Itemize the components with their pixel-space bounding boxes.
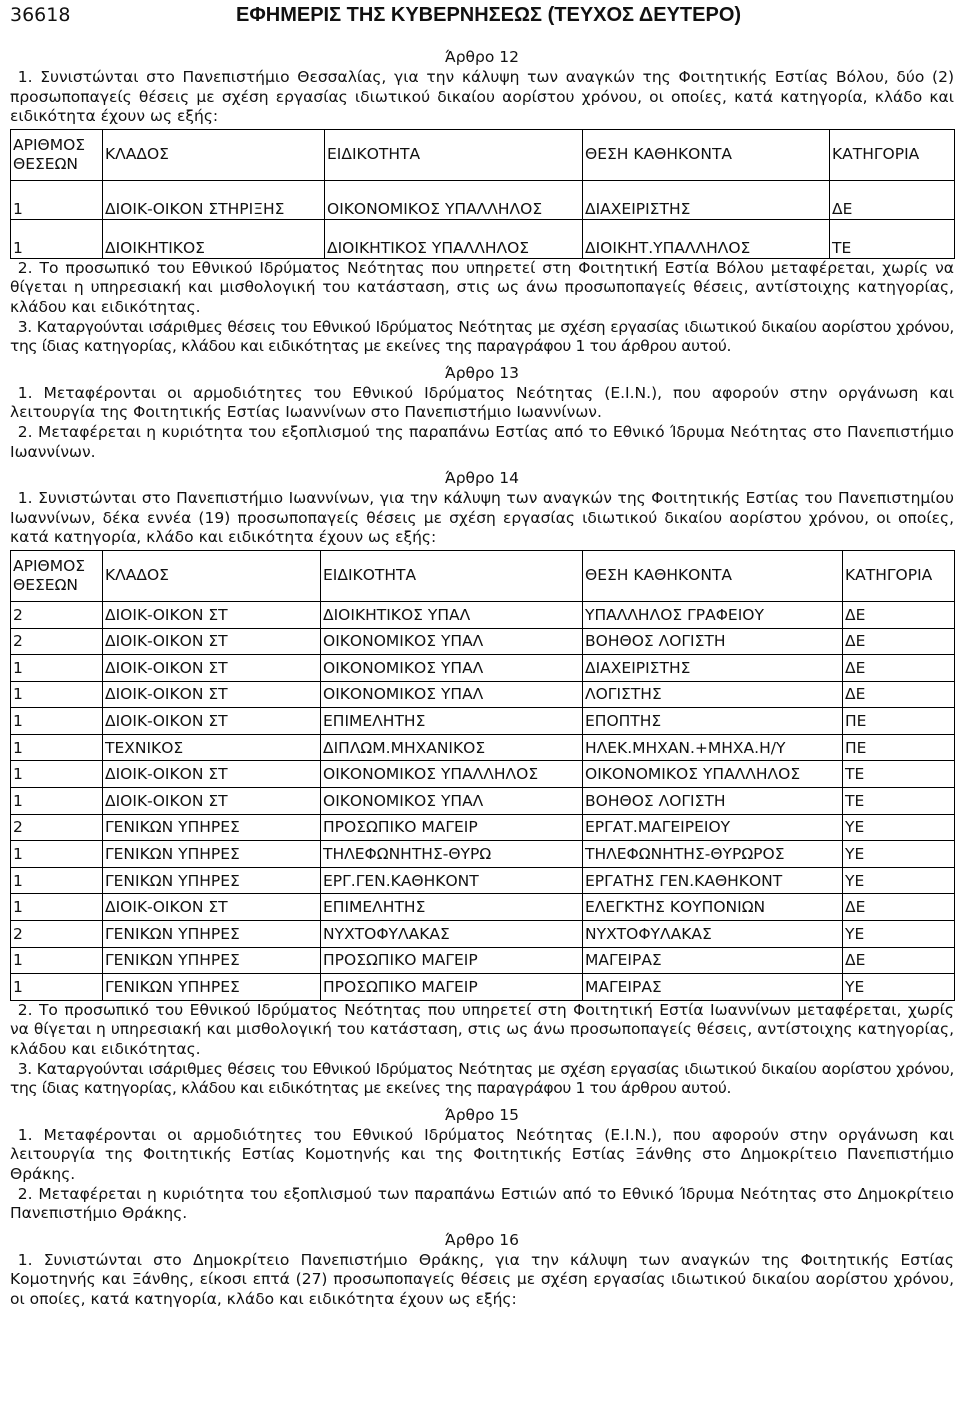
- article-13-paragraph-2: 2. Μεταφέρεται η κυριότητα του εξοπλισμού της παραπάνω Εστίας από το Εθνικό Ίδρυμα Νεότητας στο Πανεπιστήμιο Ιωαννίνων.: [10, 422, 954, 461]
- table-cell: ΝΥΧΤΟΦΥΛΑΚΑΣ: [321, 921, 583, 948]
- page-number: 36618: [10, 4, 71, 26]
- table-cell: ΜΑΓΕΙΡΑΣ: [583, 974, 843, 1001]
- table-cell: ΕΠΙΜΕΛΗΤΗΣ: [321, 708, 583, 735]
- table-cell: ΔΙΟΙΚΗΤΙΚΟΣ ΥΠΑΛΛΗΛΟΣ: [325, 219, 583, 258]
- table-row: [11, 628, 955, 655]
- table-cell: ΥΕ: [843, 814, 955, 841]
- table-cell: ΔΙΟΙΚΗΤΙΚΟΣ: [103, 219, 325, 258]
- table-cell: ΤΕ: [843, 788, 955, 815]
- table-cell: ΓΕΝΙΚΩΝ ΥΠΗΡΕΣ: [103, 947, 321, 974]
- table-cell: ΕΠΙΜΕΛΗΤΗΣ: [321, 894, 583, 921]
- column-header: ΑΡΙΘΜΟΣ ΘΕΣΕΩΝ: [11, 129, 103, 180]
- article-12-title: Άρθρο 12: [444, 48, 520, 66]
- table-cell: 2: [11, 921, 103, 948]
- table-cell: 1: [11, 655, 103, 682]
- table-cell: ΔΕ: [830, 180, 955, 219]
- table-cell: ΔΙΟΙΚ-ΟΙΚΟΝ ΣΤ: [103, 788, 321, 815]
- table-cell: ΥΕ: [843, 921, 955, 948]
- table-cell: ΤΕ: [830, 219, 955, 258]
- table-cell: ΔΙΟΙΚ-ΟΙΚΟΝ ΣΤ: [103, 761, 321, 788]
- article-16-title: Άρθρο 16: [444, 1230, 520, 1249]
- column-header: ΚΑΤΗΓΟΡΙΑ: [830, 129, 955, 180]
- table-cell: ΔΙΑΧΕΙΡΙΣΤΗΣ: [583, 180, 830, 219]
- table-row: [11, 894, 955, 921]
- table-cell: ΔΙΟΙΚ-ΟΙΚΟΝ ΣΤ: [103, 655, 321, 682]
- table-cell: 1: [11, 788, 103, 815]
- table-row: [11, 788, 955, 815]
- table-cell: 1: [11, 867, 103, 894]
- table-row: [11, 655, 955, 682]
- table-cell: ΗΛΕΚ.ΜΗΧΑΝ.+ΜΗΧΑ.Η/Υ: [583, 734, 843, 761]
- table-cell: ΓΕΝΙΚΩΝ ΥΠΗΡΕΣ: [103, 867, 321, 894]
- table-cell: ΕΡΓ.ΓΕΝ.ΚΑΘΗΚΟΝΤ: [321, 867, 583, 894]
- table-cell: 2: [11, 601, 103, 628]
- column-header: ΚΑΤΗΓΟΡΙΑ: [843, 550, 955, 601]
- table-row: [11, 734, 955, 761]
- table-row: [11, 708, 955, 735]
- table-cell: ΕΡΓΑΤΗΣ ΓΕΝ.ΚΑΘΗΚΟΝΤ: [583, 867, 843, 894]
- column-header: ΘΕΣΗ ΚΑΘΗΚΟΝΤΑ: [583, 129, 830, 180]
- table-row: [11, 814, 955, 841]
- table-cell: ΥΠΑΛΛΗΛΟΣ ΓΡΑΦΕΙΟΥ: [583, 601, 843, 628]
- table-cell: 1: [11, 681, 103, 708]
- table-cell: ΟΙΚΟΝΟΜΙΚΟΣ ΥΠΑΛΛΗΛΟΣ: [321, 761, 583, 788]
- article-14-paragraph-3: 3. Καταργούνται ισάριθμες θέσεις του Εθνικού Ιδρύματος Νεότητας με σχέση εργασίας ιδιωτικού δικαίου αορίστου χρόνου, της ίδιας κατηγορίας, κλάδου και ειδικότητας με εκείνες της παραγράφου 1 του άρθρου αυτού.: [10, 1059, 954, 1098]
- table-cell: ΟΙΚΟΝΟΜΙΚΟΣ ΥΠΑΛΛΗΛΟΣ: [325, 180, 583, 219]
- article-14-table-body: [11, 601, 955, 1000]
- column-header: ΚΛΑΔΟΣ: [103, 550, 321, 601]
- table-cell: ΥΕ: [843, 867, 955, 894]
- table-row: [11, 180, 955, 219]
- table-cell: ΔΙΟΙΚ-ΟΙΚΟΝ ΣΤ: [103, 681, 321, 708]
- table-cell: ΠΡΟΣΩΠΙΚΟ ΜΑΓΕΙΡ: [321, 814, 583, 841]
- table-cell: ΠΕ: [843, 734, 955, 761]
- table-row: [11, 974, 955, 1001]
- table-cell: ΥΕ: [843, 841, 955, 868]
- column-header: ΑΡΙΘΜΟΣ ΘΕΣΕΩΝ: [11, 550, 103, 601]
- gazette-title: ΕΦΗΜΕΡΙΣ ΤΗΣ ΚΥΒΕΡΝΗΣΕΩΣ (ΤΕΥΧΟΣ ΔΕΥΤΕΡΟ): [236, 4, 742, 26]
- table-cell: ΒΟΗΘΟΣ ΛΟΓΙΣΤΗ: [583, 788, 843, 815]
- table-cell: ΥΕ: [843, 974, 955, 1001]
- table-cell: ΟΙΚΟΝΟΜΙΚΟΣ ΥΠΑΛ: [321, 628, 583, 655]
- table-header-row: [11, 129, 955, 180]
- article-12-paragraph-2: 2. Το προσωπικό του Εθνικού Ιδρύματος Νεότητας που υπηρετεί στη Φοιτητική Εστία Βόλου μεταφέρεται, χωρίς να θίγεται η υπηρεσιακή και μισθολογική του κατάσταση, στις ως άνω προσωποπαγείς θέσεις, αντίστοιχης κατηγορίας, κλάδου και ειδικότητας.: [10, 258, 954, 316]
- table-cell: ΔΙΟΙΚ-ΟΙΚΟΝ ΣΤ: [103, 708, 321, 735]
- table-cell: 1: [11, 894, 103, 921]
- table-cell: ΔΙΟΙΚ-ΟΙΚΟΝ ΣΤ: [103, 601, 321, 628]
- table-cell: ΠΡΟΣΩΠΙΚΟ ΜΑΓΕΙΡ: [321, 947, 583, 974]
- column-header: ΕΙΔΙΚΟΤΗΤΑ: [321, 550, 583, 601]
- table-cell: ΔΕ: [843, 601, 955, 628]
- article-12-paragraph-1: 1. Συνιστώνται στο Πανεπιστήμιο Θεσσαλίας, για την κάλυψη των αναγκών της Φοιτητικής Εστίας Βόλου, δύο (2) προσωποπαγείς θέσεις με σχέση εργασίας ιδιωτικού δικαίου αορίστου χρόνου, οι οποίες, κατά κατηγορία, κλάδο και ειδικότητα έχουν ως εξής:: [10, 68, 954, 126]
- table-row: [11, 601, 955, 628]
- table-cell: ΟΙΚΟΝΟΜΙΚΟΣ ΥΠΑΛΛΗΛΟΣ: [583, 761, 843, 788]
- table-cell: ΤΗΛΕΦΩΝΗΤΗΣ-ΘΥΡΩΡΟΣ: [583, 841, 843, 868]
- column-header: ΕΙΔΙΚΟΤΗΤΑ: [325, 129, 583, 180]
- article-14-paragraph-1: 1. Συνιστώνται στο Πανεπιστήμιο Ιωαννίνων, για την κάλυψη των αναγκών της Φοιτητικής Εστίας του Πανεπιστημίου Ιωαννίνων, δέκα εννέα (19) προσωποπαγείς θέσεις με σχέση εργασίας ιδιωτικού δικαίου αορίστου χρόνου, οι οποίες, κατά κατηγορία, κλάδο και ειδικότητα έχουν ως εξής:: [10, 489, 954, 547]
- table-cell: ΕΛΕΓΚΤΗΣ ΚΟΥΠΟΝΙΩΝ: [583, 894, 843, 921]
- table-cell: 2: [11, 628, 103, 655]
- article-14-paragraph-2: 2. Το προσωπικό του Εθνικού Ιδρύματος Νεότητας που υπηρετεί στη Φοιτητική Εστία Ιωαννίνων μεταφέρεται, χωρίς να θίγεται η υπηρεσιακή και μισθολογική του κατάσταση, στις ως άνω προσωποπαγείς θέσεις, αντίστοιχης κατηγορίας, κλάδου και ειδικότητας.: [10, 1000, 954, 1058]
- table-cell: ΤΕ: [843, 761, 955, 788]
- table-cell: ΠΕ: [843, 708, 955, 735]
- table-cell: ΔΙΠΛΩΜ.ΜΗΧΑΝΙΚΟΣ: [321, 734, 583, 761]
- table-header-row: [11, 550, 955, 601]
- column-header: ΚΛΑΔΟΣ: [103, 129, 325, 180]
- table-cell: 2: [11, 814, 103, 841]
- table-cell: 1: [11, 219, 103, 258]
- table-cell: ΔΕ: [843, 681, 955, 708]
- table-cell: ΕΠΟΠΤΗΣ: [583, 708, 843, 735]
- table-cell: ΔΕ: [843, 894, 955, 921]
- table-cell: ΓΕΝΙΚΩΝ ΥΠΗΡΕΣ: [103, 841, 321, 868]
- table-cell: ΔΕ: [843, 628, 955, 655]
- article-15-paragraph-2: 2. Μεταφέρεται η κυριότητα του εξοπλισμού των παραπάνω Εστιών από το Εθνικό Ίδρυμα Νεότητας στο Δημοκρίτειο Πανεπιστήμιο Θράκης.: [10, 1184, 954, 1223]
- table-cell: ΔΙΟΙΚΗΤ.ΥΠΑΛΛΗΛΟΣ: [583, 219, 830, 258]
- page-header: [10, 4, 950, 26]
- table-cell: ΒΟΗΘΟΣ ΛΟΓΙΣΤΗ: [583, 628, 843, 655]
- table-cell: 1: [11, 180, 103, 219]
- table-cell: ΤΗΛΕΦΩΝΗΤΗΣ-ΘΥΡΩ: [321, 841, 583, 868]
- table-cell: ΤΕΧΝΙΚΟΣ: [103, 734, 321, 761]
- table-cell: 1: [11, 947, 103, 974]
- article-15-paragraph-1: 1. Μεταφέρονται οι αρμοδιότητες του Εθνικού Ιδρύματος Νεότητας (Ε.Ι.Ν.), που αφορούν στην οργάνωση και λειτουργία της Φοιτητικής Εστίας Κομοτηνής και της Φοιτητικής Εστίας Ξάνθης στο Δημοκρίτειο Πανεπιστήμιο Θράκης.: [10, 1125, 954, 1183]
- table-cell: ΔΙΟΙΚ-ΟΙΚΟΝ ΣΤ: [103, 894, 321, 921]
- table-cell: ΔΕ: [843, 655, 955, 682]
- table-cell: ΟΙΚΟΝΟΜΙΚΟΣ ΥΠΑΛ: [321, 681, 583, 708]
- document-body: [10, 46, 954, 1310]
- article-13-paragraph-1: 1. Μεταφέρονται οι αρμοδιότητες του Εθνικού Ιδρύματος Νεότητας (Ε.Ι.Ν.), που αφορούν στην οργάνωση και λειτουργία της Φοιτητικής Εστίας Ιωαννίνων στο Πανεπιστήμιο Ιωαννίνων.: [10, 383, 954, 422]
- table-cell: ΔΙΟΙΚΗΤΙΚΟΣ ΥΠΑΛ: [321, 601, 583, 628]
- table-row: [11, 681, 955, 708]
- table-cell: ΟΙΚΟΝΟΜΙΚΟΣ ΥΠΑΛ: [321, 788, 583, 815]
- article-15-title: Άρθρο 15: [444, 1105, 520, 1124]
- article-12-paragraph-3: 3. Καταργούνται ισάριθμες θέσεις του Εθνικού Ιδρύματος Νεότητας με σχέση εργασίας ιδιωτικού δικαίου αορίστου χρόνου, της ίδιας κατηγορίας, κλάδου και ειδικότητας με εκείνες της παραγράφου 1 του άρθρου αυτού.: [10, 317, 954, 356]
- article-12-positions-table: [10, 129, 955, 259]
- table-row: [11, 841, 955, 868]
- table-cell: ΔΕ: [843, 947, 955, 974]
- table-row: [11, 921, 955, 948]
- article-14-positions-table: [10, 550, 955, 1001]
- table-cell: 1: [11, 841, 103, 868]
- table-cell: ΛΟΓΙΣΤΗΣ: [583, 681, 843, 708]
- table-cell: ΓΕΝΙΚΩΝ ΥΠΗΡΕΣ: [103, 814, 321, 841]
- table-cell: ΔΙΑΧΕΙΡΙΣΤΗΣ: [583, 655, 843, 682]
- table-cell: ΔΙΟΙΚ-ΟΙΚΟΝ ΣΤ: [103, 628, 321, 655]
- column-header: ΘΕΣΗ ΚΑΘΗΚΟΝΤΑ: [583, 550, 843, 601]
- table-cell: 1: [11, 974, 103, 1001]
- article-13-title: Άρθρο 13: [444, 363, 520, 382]
- table-row: [11, 761, 955, 788]
- article-14-title: Άρθρο 14: [444, 469, 520, 488]
- table-cell: ΕΡΓΑΤ.ΜΑΓΕΙΡΕΙΟΥ: [583, 814, 843, 841]
- table-cell: ΟΙΚΟΝΟΜΙΚΟΣ ΥΠΑΛ: [321, 655, 583, 682]
- table-cell: 1: [11, 761, 103, 788]
- table-cell: ΓΕΝΙΚΩΝ ΥΠΗΡΕΣ: [103, 921, 321, 948]
- table-cell: ΓΕΝΙΚΩΝ ΥΠΗΡΕΣ: [103, 974, 321, 1001]
- table-cell: ΠΡΟΣΩΠΙΚΟ ΜΑΓΕΙΡ: [321, 974, 583, 1001]
- table-row: [11, 867, 955, 894]
- table-row: [11, 947, 955, 974]
- article-16-paragraph-1: 1. Συνιστώνται στο Δημοκρίτειο Πανεπιστήμιο Θράκης, για την κάλυψη των αναγκών της Φοιτητικής Εστίας Κομοτηνής και Ξάνθης, είκοσι επτά (27) προσωποπαγείς θέσεις με σχέση εργασίας ιδιωτικού δικαίου αορίστου χρόνου, οι οποίες, κατά κατηγορία, κλάδο και ειδικότητα έχουν ως εξής:: [10, 1250, 954, 1308]
- table-cell: 1: [11, 708, 103, 735]
- table-cell: ΜΑΓΕΙΡΑΣ: [583, 947, 843, 974]
- table-cell: 1: [11, 734, 103, 761]
- table-cell: ΔΙΟΙΚ-ΟΙΚΟΝ ΣΤΗΡΙΞΗΣ: [103, 180, 325, 219]
- table-row: [11, 219, 955, 258]
- table-cell: ΝΥΧΤΟΦΥΛΑΚΑΣ: [583, 921, 843, 948]
